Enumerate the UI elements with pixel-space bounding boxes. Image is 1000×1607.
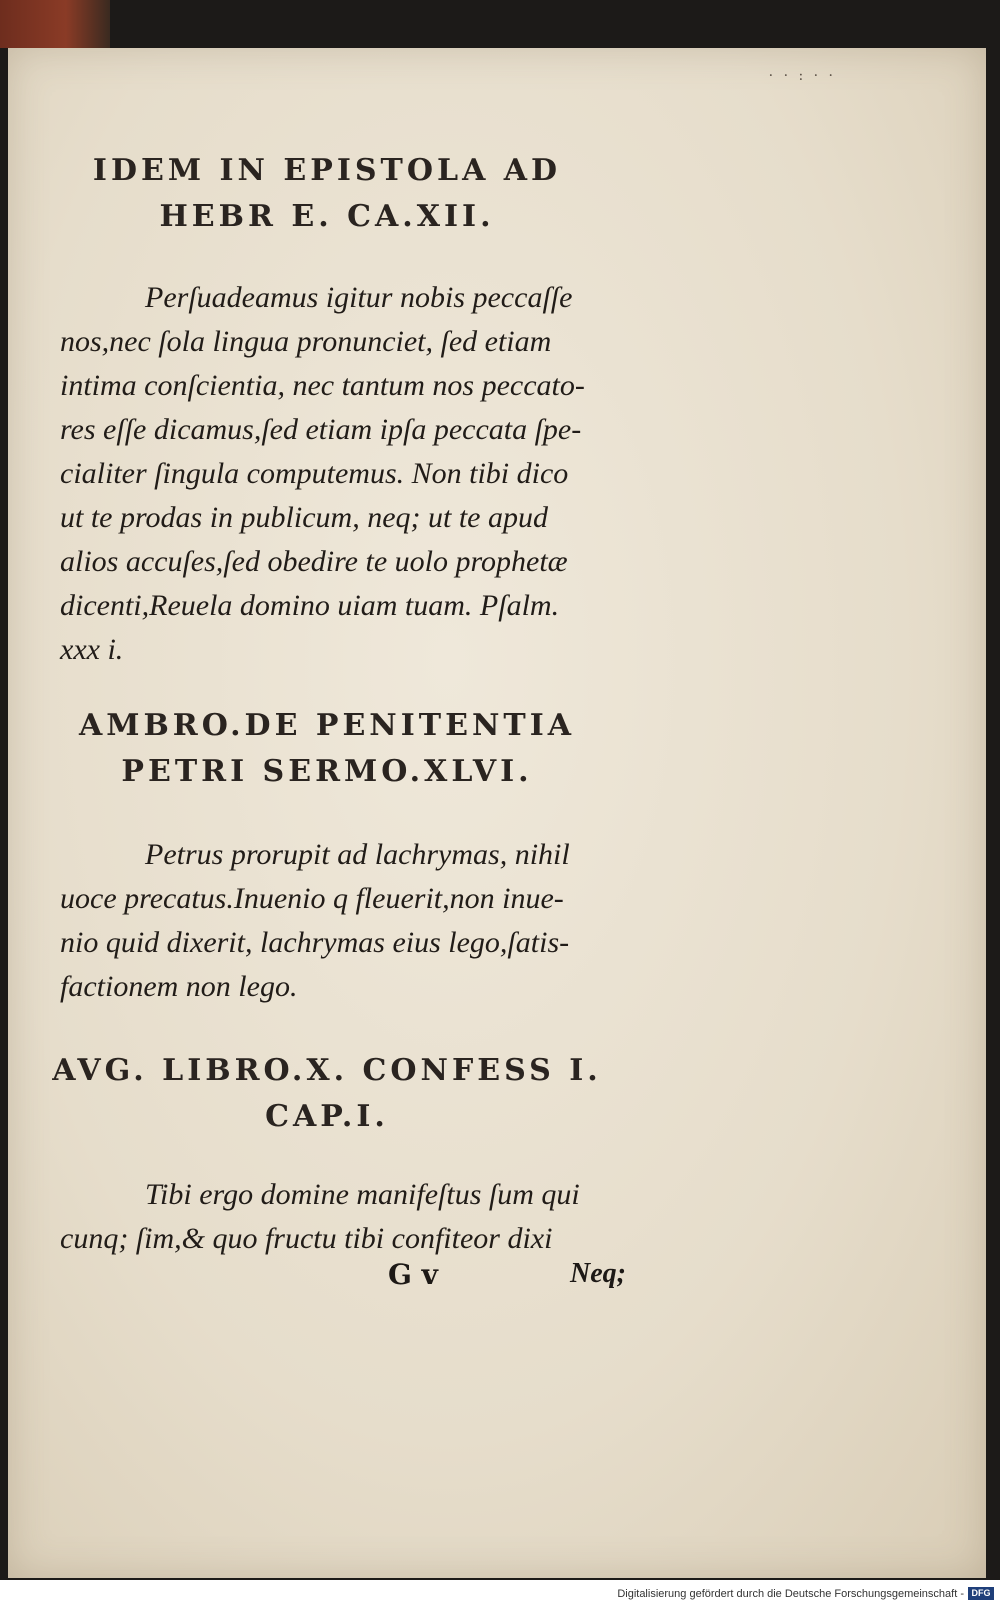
book-page <box>8 48 986 1578</box>
section-1-text <box>8 276 698 672</box>
text-line: res eſſe dicamus,ſed etiam ipſa peccata ſpe- <box>60 413 582 446</box>
heading-line: AVG. LIBRO.X. CONFESS I. <box>52 1053 602 1088</box>
text-line: intima conſcientia, nec tantum nos peccato- <box>60 369 585 402</box>
text-line: ut te prodas in publicum, neq; ut te apud <box>60 501 548 534</box>
heading-line: HEBR E. CA.XII. <box>159 199 495 234</box>
heading-line: IDEM IN EPISTOLA AD <box>92 153 562 188</box>
text-line: nos,nec ſola lingua pronunciet, ſed etiam <box>60 325 552 358</box>
text-line: Petrus prorupit ad lachrymas, nihil <box>145 838 570 871</box>
section-3-text <box>8 1173 698 1261</box>
catchword: Neq; <box>570 1258 626 1289</box>
text-line: xxx i. <box>60 633 124 666</box>
text-line: Perſuadeamus igitur nobis peccaſſe <box>145 281 573 314</box>
footer-credit: Digitalisierung gefördert durch die Deutsche Forschungsgemeinschaft - <box>617 1588 964 1600</box>
digitization-footer <box>0 1580 1000 1607</box>
text-line: nio quid dixerit, lachrymas eius lego,ſatis- <box>60 926 570 959</box>
heading-line: AMBRO.DE PENITENTIA <box>78 708 576 743</box>
text-line: cunq; ſim,& quo fructu tibi confiteor dixi <box>60 1222 553 1255</box>
text-line: dicenti,Reuela domino uiam tuam. Pſalm. <box>60 589 560 622</box>
text-line: uoce precatus.Inuenio q fleuerit,non inue- <box>60 882 564 915</box>
section-2-text <box>8 833 698 1009</box>
dfg-logo: DFG <box>968 1587 994 1600</box>
signature-mark: G v <box>388 1258 438 1291</box>
text-line: factionem non lego. <box>60 970 298 1003</box>
section-3-heading <box>8 1048 986 1140</box>
margin-marks: · · : · · <box>768 68 836 84</box>
section-1-heading <box>8 148 986 240</box>
heading-line: CAP.I. <box>265 1099 389 1134</box>
text-line: Tibi ergo domine manifeſtus ſum qui <box>145 1178 580 1211</box>
text-line: alios accuſes,ſed obedire te uolo prophetæ <box>60 545 568 578</box>
heading-line: PETRI SERMO.XLVI. <box>121 754 533 789</box>
section-2-heading <box>8 703 986 795</box>
text-line: cialiter ſingula computemus. Non tibi dico <box>60 457 569 490</box>
book-edge <box>0 0 110 48</box>
